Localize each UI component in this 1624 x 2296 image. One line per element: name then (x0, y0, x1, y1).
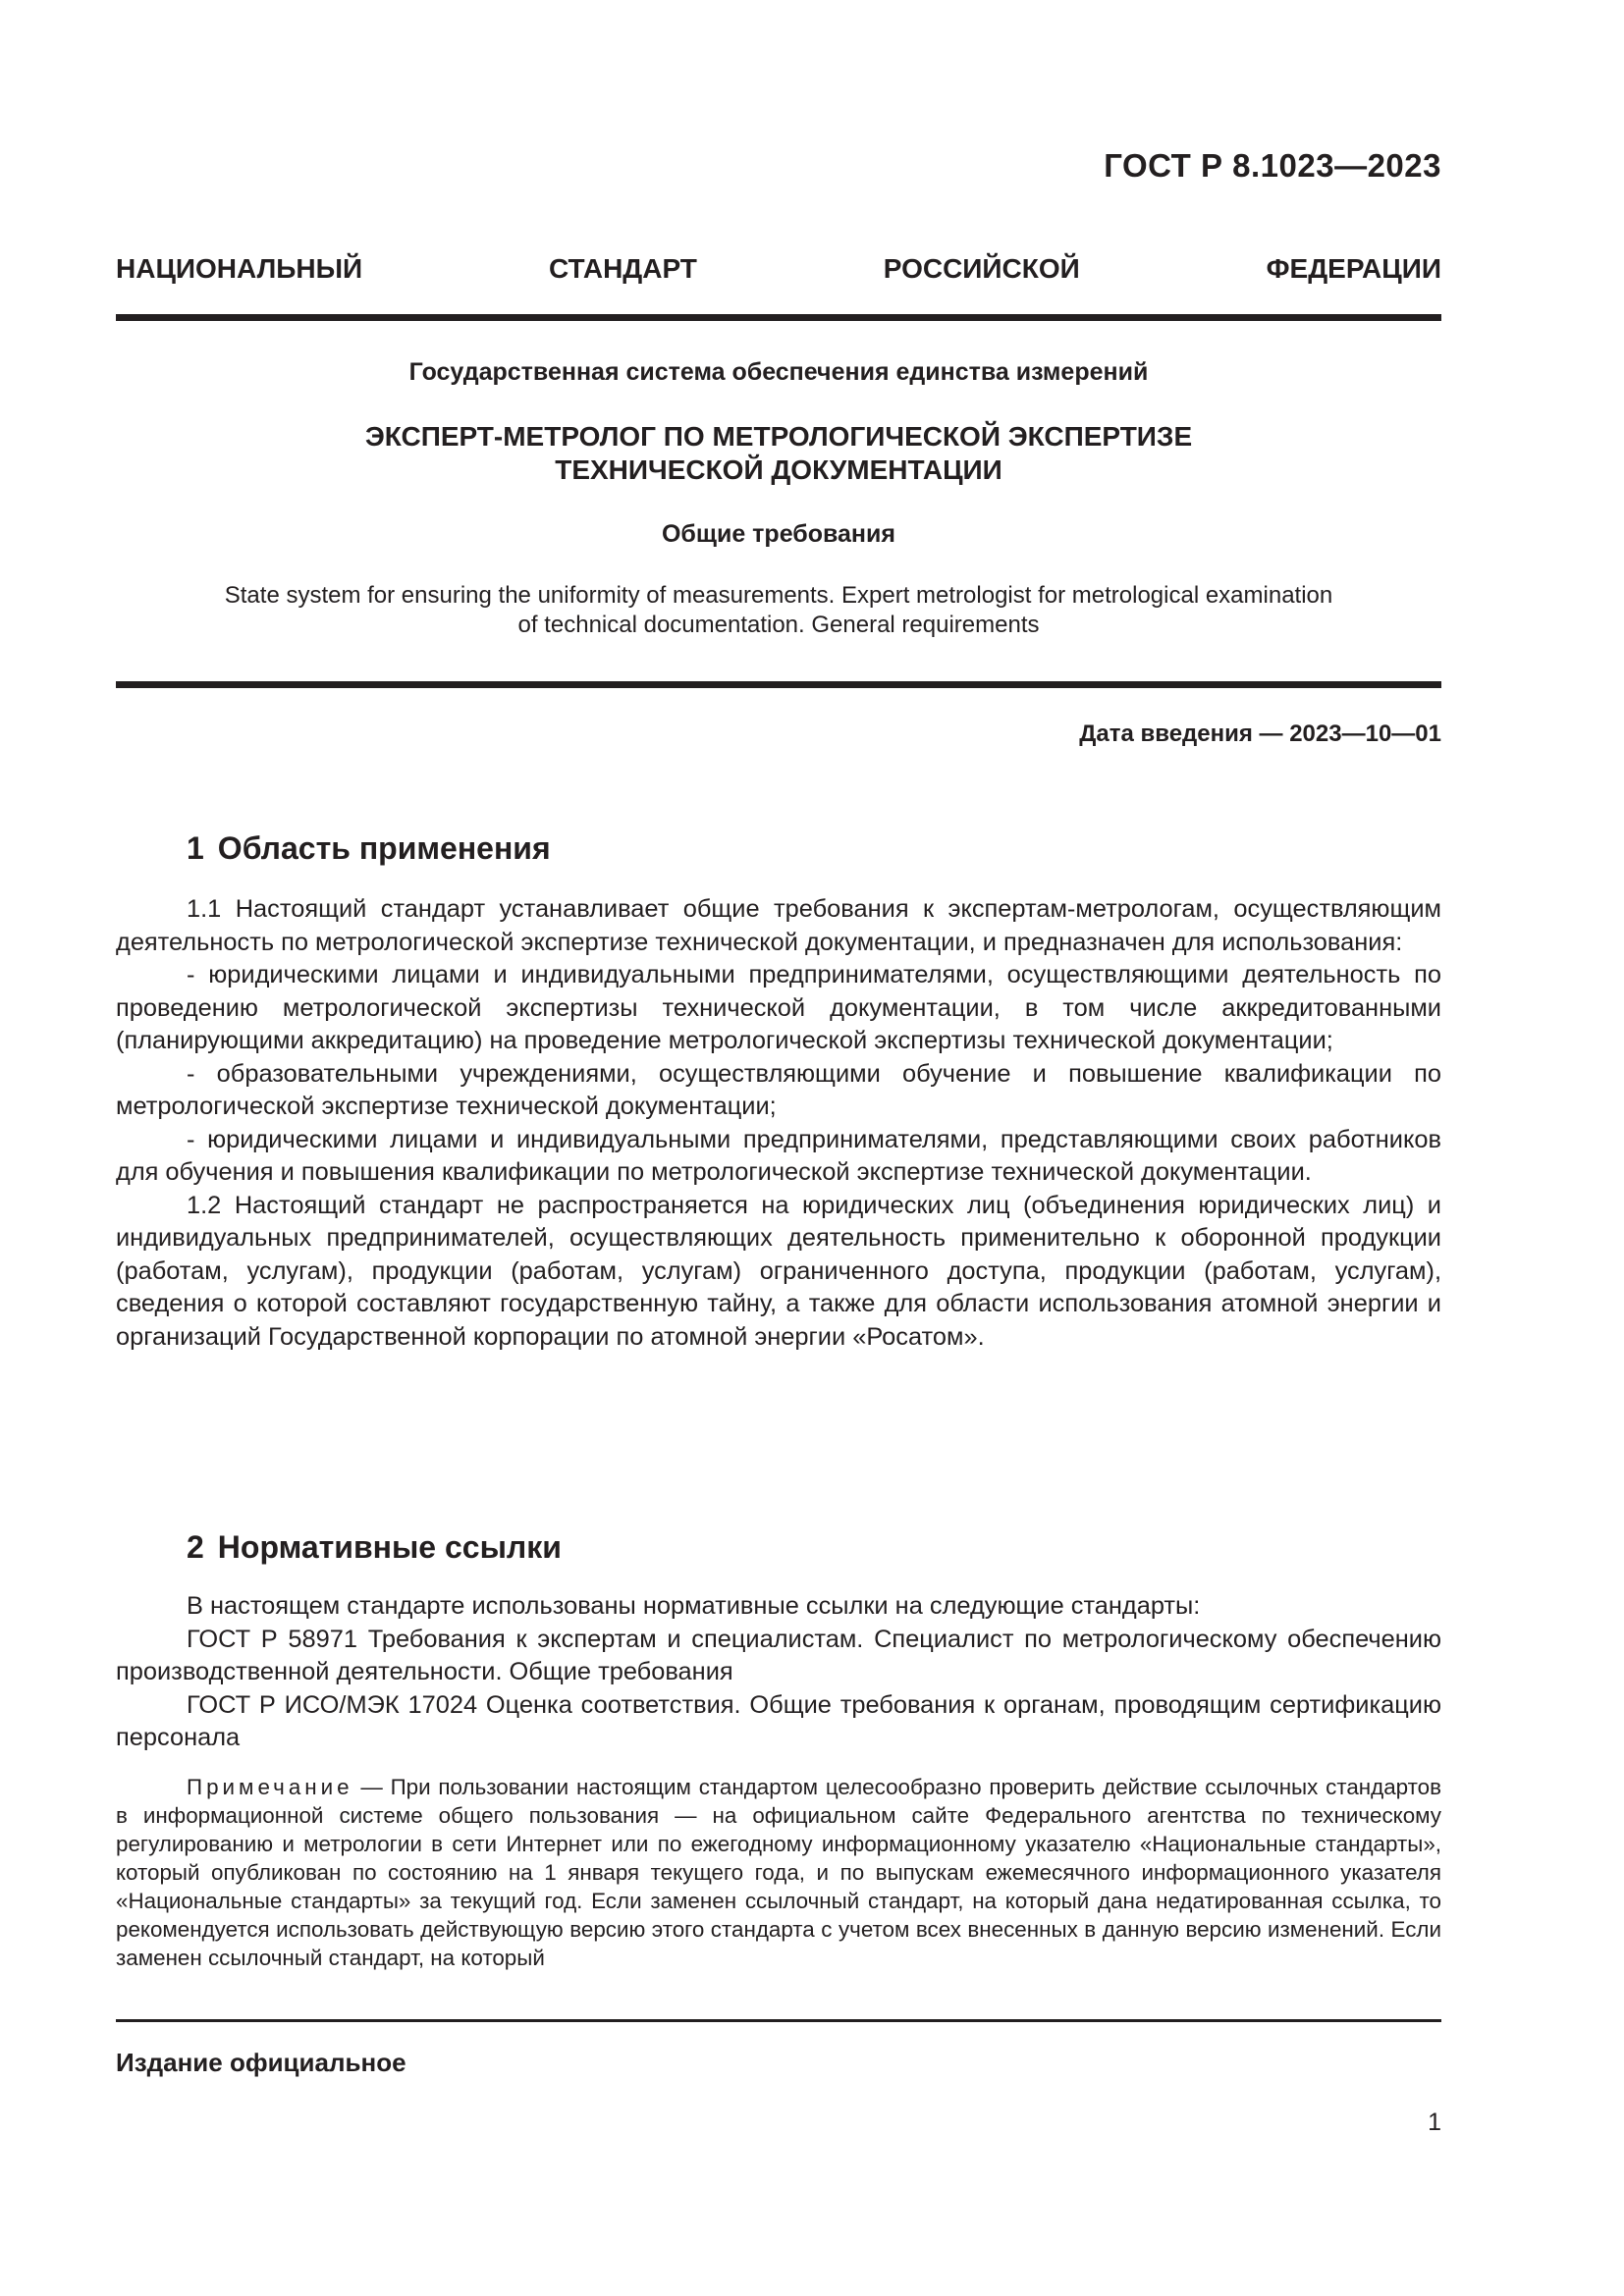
paragraph: 1.1 Настоящий стандарт устанавливает общие требования к экспертам-метрологам, осуществляющим деятельность по метрологической экспертизе технической документации, и предназначен для использования: (116, 895, 1441, 956)
paragraph: В настоящем стандарте использованы нормативные ссылки на следующие стандарты: (187, 1592, 1201, 1620)
banner-word: ФЕДЕРАЦИИ (1266, 253, 1441, 284)
list-item: - образовательными учреждениями, осуществляющими обучение и повышение квалификации по метрологической экспертизе технической документации; (116, 1059, 1441, 1120)
section-1-body (116, 893, 1441, 1354)
top-divider (116, 314, 1441, 321)
section-number: 2 (187, 1529, 204, 1565)
list-item: - юридическими лицами и индивидуальными предпринимателями, представляющими своих работников для обучения и повышения квалификации по метрологической экспертизе технической документации. (116, 1125, 1441, 1186)
section-2-body (116, 1590, 1441, 1755)
document-title (116, 420, 1441, 487)
document-code: ГОСТ Р 8.1023—2023 (1104, 147, 1441, 184)
english-title (116, 581, 1441, 640)
note-block (116, 1773, 1441, 1972)
introduction-date: Дата введения — 2023—10—01 (1079, 721, 1441, 747)
list-item: - юридическими лицами и индивидуальными предпринимателями, осуществляющими деятельность по проведению метрологической экспертизы технической документации, в том числе аккредитованными (планирующими аккредитацию) на проведение метрологической экспертизы технической документации; (116, 961, 1441, 1054)
section-number: 1 (187, 830, 204, 866)
english-title-line: of technical documentation. General requirements (517, 612, 1040, 638)
section-title: Область применения (217, 830, 551, 866)
page-number: 1 (1428, 2109, 1441, 2136)
footer-divider (116, 2019, 1441, 2022)
document-subtitle: Общие требования (661, 520, 895, 548)
section-title: Нормативные ссылки (217, 1529, 562, 1565)
section-1-heading (187, 830, 551, 867)
english-title-line: State system for ensuring the uniformity of measurements. Expert metrologist for metrological examination (224, 582, 1333, 609)
banner-word: СТАНДАРТ (549, 253, 697, 284)
title-line: ТЕХНИЧЕСКОЙ ДОКУМЕНТАЦИИ (555, 454, 1002, 485)
banner-word: НАЦИОНАЛЬНЫЙ (116, 253, 363, 284)
document-page (116, 0, 1441, 2296)
note-paragraph (116, 1773, 1441, 1972)
official-edition-label: Издание официальное (116, 2048, 406, 2077)
paragraph: 1.2 Настоящий стандарт не распространяется на юридических лиц (объединения юридических лиц) и индивидуальных предпринимателей, осуществляющих деятельность применительно к оборонной продукции (работам, услугам), продукции (работам, услугам) ограниченного доступа, продукции (работам, услугам), сведения о которой составляют государственную тайну, а также для области использования атомной энергии и организаций Государственной корпорации по атомной энергии «Росатом». (116, 1191, 1441, 1351)
section-2-heading (187, 1529, 562, 1566)
reference-item: ГОСТ Р 58971 Требования к экспертам и специалистам. Специалист по метрологическому обеспечению производственной деятельности. Общие требования (116, 1625, 1441, 1685)
reference-item: ГОСТ Р ИСО/МЭК 17024 Оценка соответствия. Общие требования к органам, проводящим сертификацию персонала (116, 1690, 1441, 1751)
title-line: ЭКСПЕРТ-МЕТРОЛОГ ПО МЕТРОЛОГИЧЕСКОЙ ЭКСПЕРТИЗЕ (364, 421, 1193, 452)
system-name: Государственная система обеспечения единства измерений (408, 358, 1149, 386)
note-label: Примечание (187, 1775, 353, 1799)
national-standard-banner (116, 253, 1441, 285)
banner-word: РОССИЙСКОЙ (883, 253, 1080, 284)
title-block-divider (116, 681, 1441, 688)
note-text: — При пользовании настоящим стандартом целесообразно проверить действие ссылочных стандартов в информационной системе общего пользования — на официальном сайте Федерального агентства по техническому регулированию и метрологии в сети Интернет или по ежегодному информационному указателю «Национальные стандарты», который опубликован по состоянию на 1 января текущего года, и по выпускам ежемесячного информационного указателя «Национальные стандарты» за текущий год. Если заменен ссылочный стандарт, на который дана недатированная ссылка, то рекомендуется использовать действующую версию этого стандарта с учетом всех внесенных в данную версию изменений. Если заменен ссылочный стандарт, на который (116, 1775, 1441, 1970)
